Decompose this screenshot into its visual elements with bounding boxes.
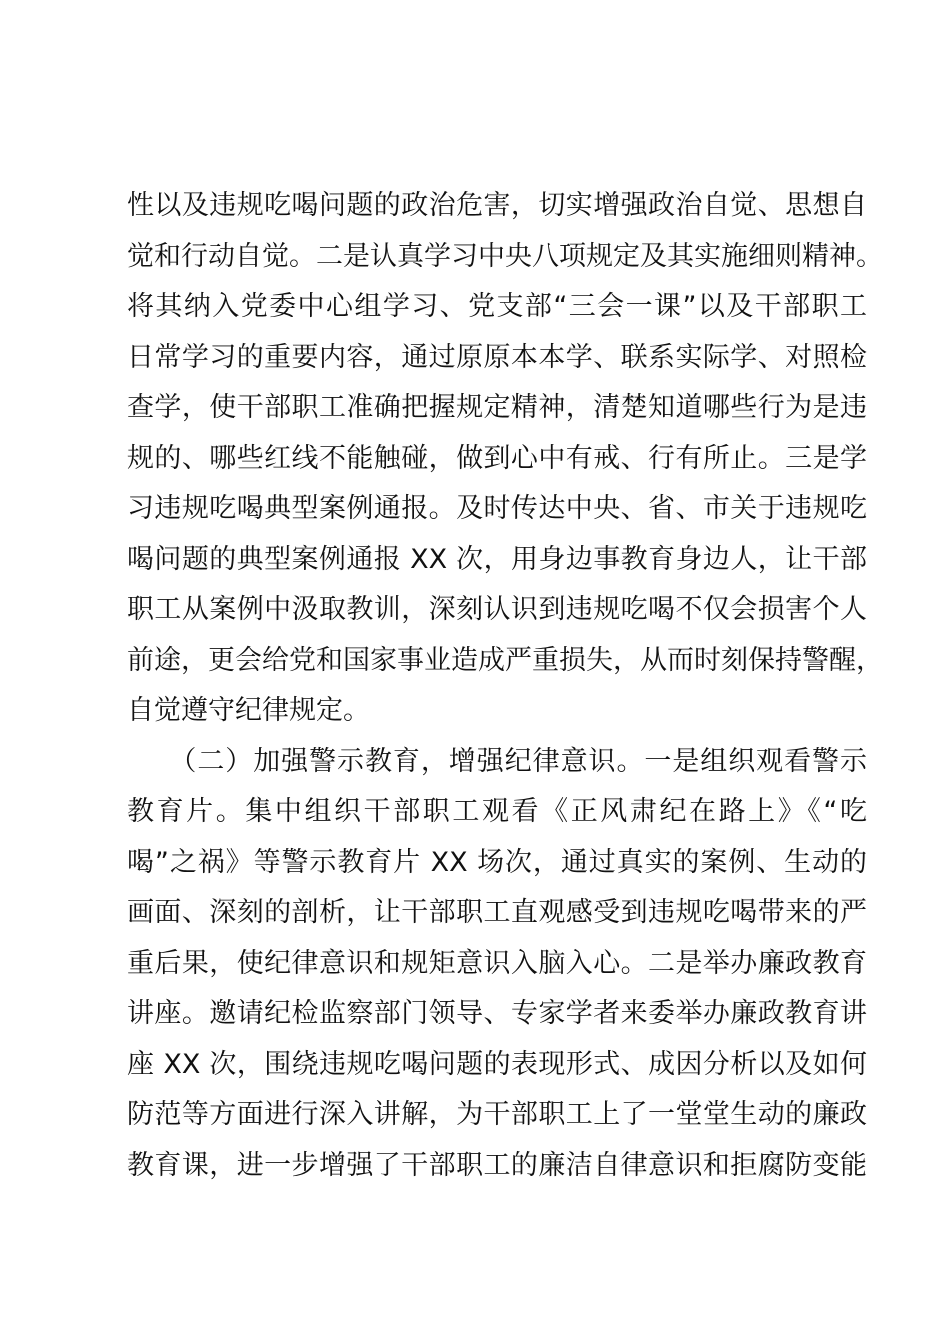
text-line: 将其纳入党委中心组学习、党支部“三会一课”以及干部职工	[127, 291, 867, 322]
text-line: 前途，更会给党和国家事业造成严重损失，从而时刻保持警醒，	[127, 644, 883, 676]
text-line: 喝”之祸》等警示教育片 XX 场次，通过真实的案例、生动的	[127, 846, 867, 878]
text-line: 防范等方面进行深入讲解，为干部职工上了一堂堂生动的廉政	[127, 1099, 867, 1130]
text-line: 教育课，进一步增强了干部职工的廉洁自律意识和拒腐防变能	[127, 1149, 867, 1181]
text-line: 座 XX 次，围绕违规吃喝问题的表现形式、成因分析以及如何	[127, 1048, 867, 1080]
text-line: 讲座。邀请纪检监察部门领导、专家学者来委举办廉政教育讲	[127, 998, 867, 1029]
text-line: 画面、深刻的剖析，让干部职工直观感受到违规吃喝带来的严	[127, 897, 867, 928]
text-line: 规的、哪些红线不能触碰，做到心中有戒、行有所止。三是学	[127, 442, 867, 474]
text-line: 查学，使干部职工准确把握规定精神，清楚知道哪些行为是违	[127, 392, 867, 423]
text-line: 觉和行动自觉。二是认真学习中央八项规定及其实施细则精神。	[127, 240, 883, 272]
text-line: 喝问题的典型案例通报 XX 次，用身边事教育身边人，让干部	[127, 543, 867, 575]
document-body	[127, 181, 883, 1191]
text-line: （二）加强警示教育，增强纪律意识。一是组织观看警示	[127, 745, 867, 777]
text-line: 性以及违规吃喝问题的政治危害，切实增强政治自觉、思想自	[127, 190, 867, 221]
text-line: 教育片。集中组织干部职工观看《正风肃纪在路上》《“吃	[127, 796, 867, 827]
text-line: 日常学习的重要内容，通过原原本本学、联系实际学、对照检	[127, 341, 867, 373]
text-line: 重后果，使纪律意识和规矩意识入脑入心。二是举办廉政教育	[127, 947, 867, 979]
text-line: 职工从案例中汲取教训，深刻认识到违规吃喝不仅会损害个人	[127, 594, 867, 625]
text-line: 习违规吃喝典型案例通报。及时传达中央、省、市关于违规吃	[127, 493, 867, 524]
text-line: 自觉遵守纪律规定。	[127, 695, 370, 726]
